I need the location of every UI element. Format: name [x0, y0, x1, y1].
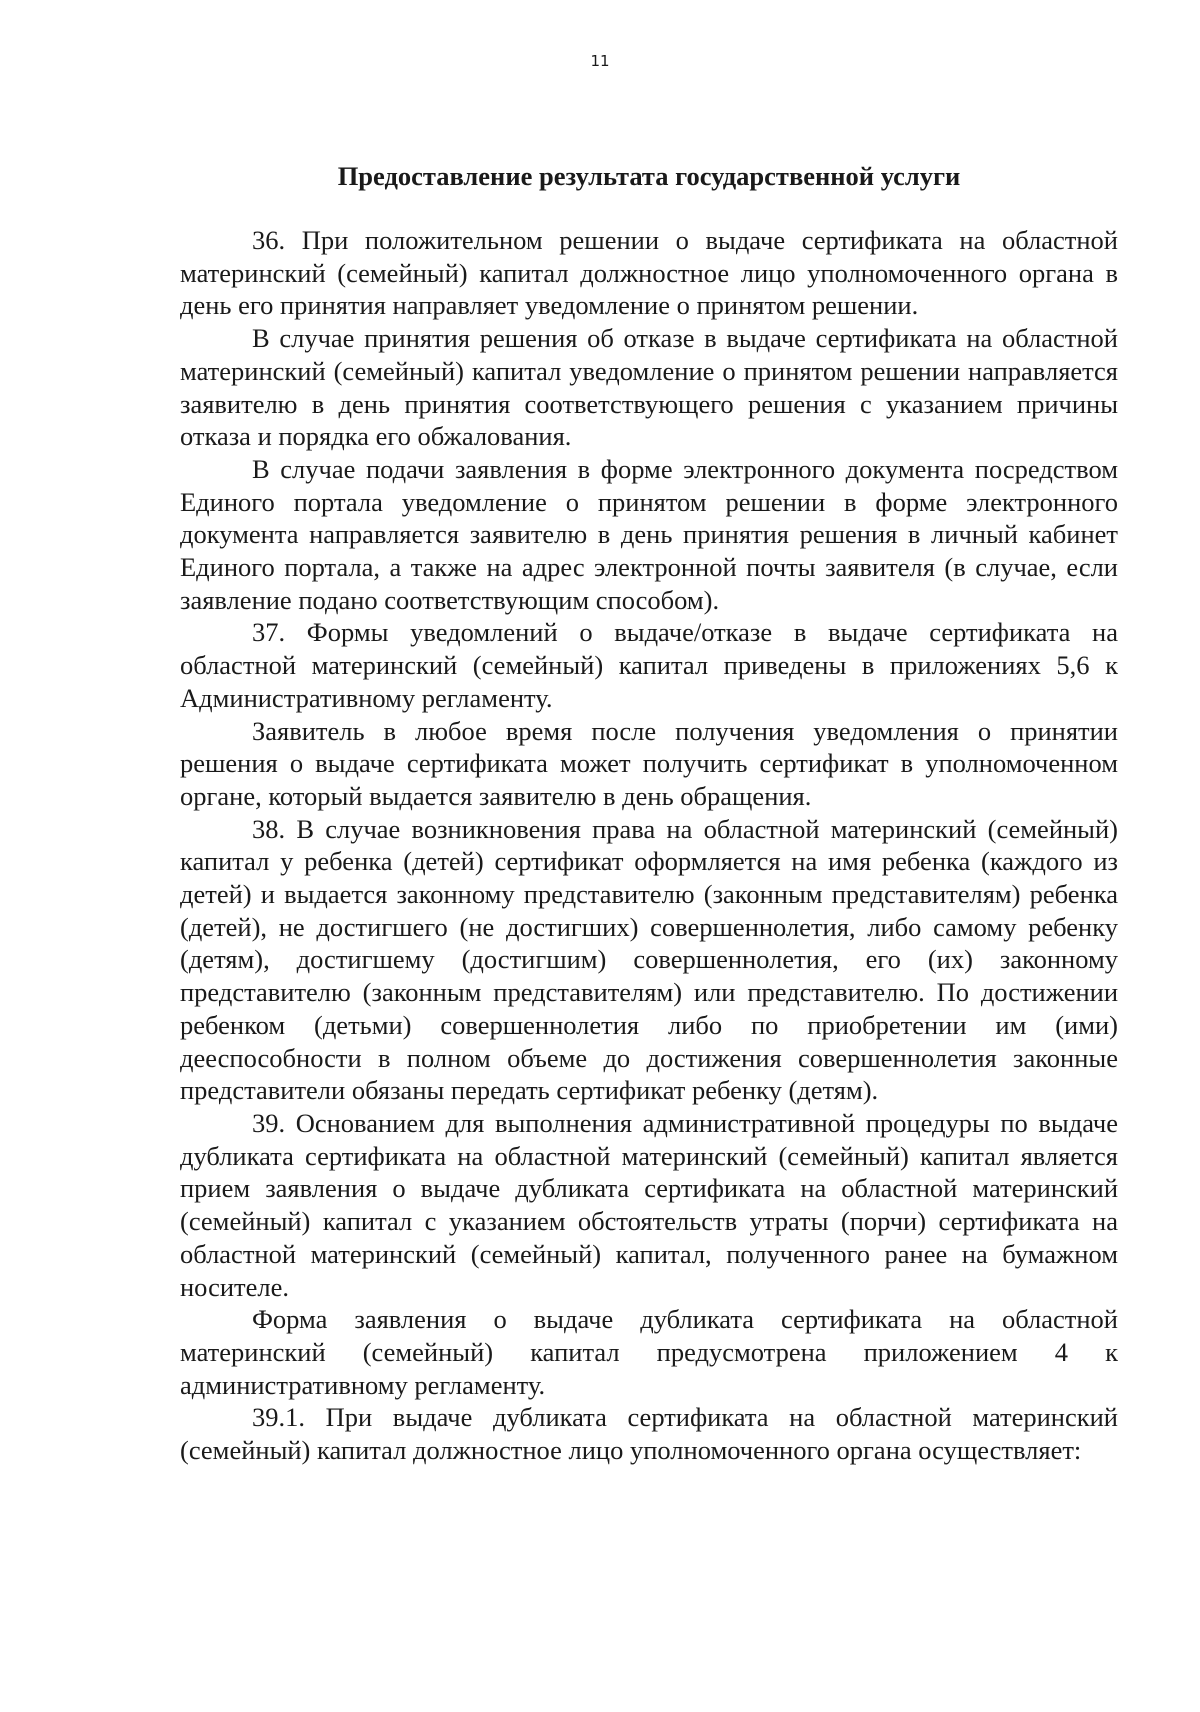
- paragraph-36: 36. При положительном решении о выдаче сертификата на областной материнский (семейный) капитал должностное лицо уполномоченного органа в день его принятия направляет уведомление о принятом решении.: [180, 225, 1118, 321]
- page-number: 11: [590, 52, 610, 70]
- paragraph-electronic-notice: В случае подачи заявления в форме электронного документа посредством Единого портала уведомление о принятом решении в форме электронного документа направляется заявителю в день принятия решения в личный кабинет Единого портала, а также на адрес электронной почты заявителя (в случае, если заявление подано соответствующим способом).: [180, 453, 1118, 615]
- section-heading: Предоставление результата государственной услуги: [337, 161, 961, 191]
- paragraph-39: 39. Основанием для выполнения административной процедуры по выдаче дубликата сертификата на областной материнский (семейный) капитал является прием заявления о выдаче дубликата сертификата на областной материнский (семейный) капитал с указанием обстоятельств утраты (порчи) сертификата на областной материнский (семейный) капитал, полученного ранее на бумажном носителе.: [180, 1107, 1118, 1302]
- paragraph-38: 38. В случае возникновения права на областной материнский (семейный) капитал у ребенка (детей) сертификат оформляется на имя ребенка (каждого из детей) и выдается законному представителю (законным представителям) ребенка (детей), не достигшего (не достигших) совершеннолетия, либо самому ребенку (детям), достигшему (достигшим) совершеннолетия, его (их) законному представителю (законным представителям) или представителю. По достижении ребенком (детьми) совершеннолетия либо по приобретении им (ими) дееспособности в полном объеме до достижения совершеннолетия законные представители обязаны передать сертификат ребенку (детям).: [180, 813, 1118, 1106]
- paragraph-refusal-notice: В случае принятия решения об отказе в выдаче сертификата на областной материнский (семейный) капитал уведомление о принятом решении направляется заявителю в день принятия соответствующего решения с указанием причины отказа и порядка его обжалования.: [180, 323, 1118, 452]
- paragraph-certificate-collection: Заявитель в любое время после получения уведомления о принятии решения о выдаче сертификата может получить сертификат в уполномоченном органе, который выдается заявителю в день обращения.: [180, 715, 1118, 811]
- paragraph-37: 37. Формы уведомлений о выдаче/отказе в выдаче сертификата на областной материнский (семейный) капитал приведены в приложениях 5,6 к Административному регламенту.: [180, 617, 1118, 713]
- document-body: [180, 224, 1118, 1467]
- paragraph-duplicate-form: Форма заявления о выдаче дубликата сертификата на областной материнский (семейный) капитал предусмотрена приложением 4 к административному регламенту.: [180, 1304, 1118, 1400]
- paragraph-39-1: 39.1. При выдаче дубликата сертификата на областной материнский (семейный) капитал должностное лицо уполномоченного органа осуществляет:: [180, 1402, 1118, 1466]
